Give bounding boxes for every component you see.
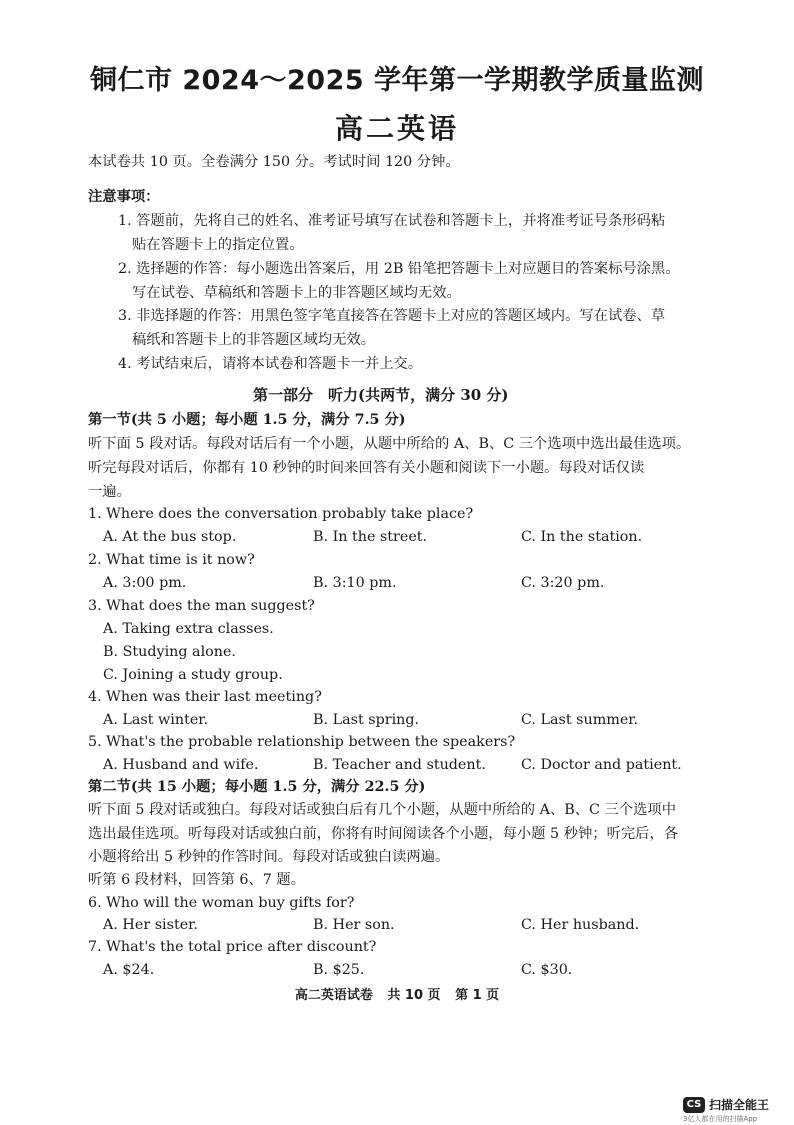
camscanner-logo-icon: CS bbox=[683, 1097, 705, 1113]
option-a: A. Last winter. bbox=[103, 712, 209, 728]
scanner-watermark bbox=[683, 1096, 769, 1113]
notice-heading: 注意事项： bbox=[88, 189, 160, 205]
option-a: A. Taking extra classes. bbox=[103, 621, 274, 637]
footer-exam: 高二英语试卷 bbox=[294, 988, 373, 1003]
subject-title: 高二英语 bbox=[334, 112, 459, 145]
question-stem: 6. Who will the woman buy gifts for? bbox=[88, 895, 355, 911]
option-a: A. At the bus stop. bbox=[103, 529, 237, 545]
section2-instructions: 选出最佳选项。听每段对话或独白前，你将有时间阅读各个小题，每小题 5 秒钟；听完后，各 bbox=[88, 826, 679, 842]
notice-line: 4. 考试结束后，请将本试卷和答题卡一并上交。 bbox=[118, 356, 423, 372]
option-b: B. 3:10 pm. bbox=[313, 575, 397, 591]
notice-line: 1. 答题前，先将自己的姓名、准考证号填写在试卷和答题卡上，并将准考证号条形码粘 bbox=[118, 213, 666, 229]
notice-line: 3. 非选择题的作答：用黑色签字笔直接答在答题卡上对应的答题区域内。写在试卷、草 bbox=[118, 308, 666, 324]
section1-heading: 第一节(共 5 小题；每小题 1.5 分，满分 7.5 分) bbox=[88, 412, 406, 428]
section1-instructions: 听下面 5 段对话。每段对话后有一个小题，从题中所给的 A、B、C 三个选项中选出最佳选项。 bbox=[88, 436, 691, 452]
option-a: A. 3:00 pm. bbox=[103, 575, 187, 591]
section1-instructions: 一遍。 bbox=[88, 484, 131, 500]
footer-page: 第 1 页 bbox=[455, 988, 500, 1003]
notice-line: 贴在答题卡上的指定位置。 bbox=[132, 237, 304, 253]
part1-heading: 第一部分 听力(共两节，满分 30 分) bbox=[253, 386, 509, 404]
notice-line: 写在试卷、草稿纸和答题卡上的非答题区域均无效。 bbox=[132, 285, 461, 301]
option-b: B. Her son. bbox=[313, 917, 395, 933]
option-b: B. In the street. bbox=[313, 529, 428, 545]
notice-line: 2. 选择题的作答：每小题选出答案后，用 2B 铅笔把答题卡上对应题目的答案标号涂黑。 bbox=[118, 261, 680, 277]
question-stem: 4. When was their last meeting? bbox=[88, 689, 322, 705]
option-c: C. Last summer. bbox=[521, 712, 639, 728]
option-c: C. Doctor and patient. bbox=[521, 757, 682, 773]
section1-instructions: 听完每段对话后，你都有 10 秒钟的时间来回答有关小题和阅读下一小题。每段对话仅读 bbox=[88, 460, 645, 476]
section2-instructions: 小题将给出 5 秒钟的作答时间。每段对话或独白读两遍。 bbox=[88, 849, 450, 865]
footer-total: 共 10 页 bbox=[387, 988, 441, 1003]
option-a: A. Her sister. bbox=[103, 917, 198, 933]
option-b: B. $25. bbox=[313, 962, 365, 978]
option-b: B. Studying alone. bbox=[103, 644, 236, 660]
question-stem: 3. What does the man suggest? bbox=[88, 598, 315, 614]
option-c: C. 3:20 pm. bbox=[521, 575, 605, 591]
option-b: B. Teacher and student. bbox=[313, 757, 486, 773]
page-footer bbox=[0, 984, 794, 1003]
section2-heading: 第二节(共 15 小题；每小题 1.5 分，满分 22.5 分) bbox=[88, 779, 426, 795]
section2-instructions: 听下面 5 段对话或独白。每段对话或独白后有几个小题，从题中所给的 A、B、C 三个选项中 bbox=[88, 802, 677, 818]
watermark-name: 扫描全能王 bbox=[709, 1098, 770, 1112]
exam-title: 铜仁市 2024～2025 学年第一学期教学质量监测 bbox=[89, 65, 705, 96]
option-a: A. Husband and wife. bbox=[103, 757, 259, 773]
question-stem: 2. What time is it now? bbox=[88, 552, 255, 568]
option-c: C. Joining a study group. bbox=[103, 667, 283, 683]
material-note: 听第 6 段材料，回答第 6、7 题。 bbox=[88, 872, 306, 888]
exam-intro: 本试卷共 10 页。全卷满分 150 分。考试时间 120 分钟。 bbox=[88, 154, 460, 170]
option-c: C. $30. bbox=[521, 962, 573, 978]
option-a: A. $24. bbox=[103, 962, 155, 978]
question-stem: 7. What's the total price after discount? bbox=[88, 939, 377, 955]
watermark-tagline: 3亿人都在用的扫描App bbox=[683, 1115, 758, 1123]
notice-line: 稿纸和答题卡上的非答题区域均无效。 bbox=[132, 332, 376, 348]
question-stem: 5. What's the probable relationship between the speakers? bbox=[88, 734, 516, 750]
question-stem: 1. Where does the conversation probably take place? bbox=[88, 506, 474, 522]
option-c: C. Her husband. bbox=[521, 917, 640, 933]
option-c: C. In the station. bbox=[521, 529, 643, 545]
option-b: B. Last spring. bbox=[313, 712, 420, 728]
